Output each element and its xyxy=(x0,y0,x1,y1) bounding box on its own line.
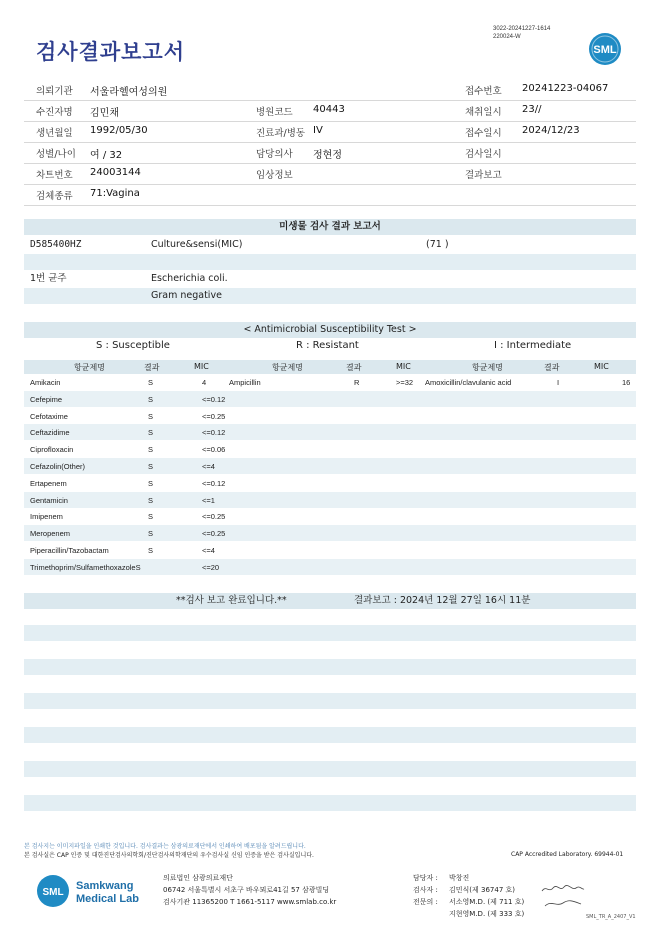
drug-name: Cefotaxime xyxy=(30,411,68,421)
field-label: 성별/나이 xyxy=(36,149,76,160)
info-row xyxy=(24,122,636,143)
blank-band xyxy=(24,778,636,794)
mic-value: <=20 xyxy=(202,562,220,572)
field-value: 71:Vagina xyxy=(90,188,140,199)
gram-row xyxy=(24,288,636,304)
ast-legend xyxy=(24,340,636,354)
result-value: S xyxy=(148,445,154,455)
result-value: R xyxy=(354,378,360,387)
field-label: 채취일시 xyxy=(465,107,502,118)
col-mic: MIC xyxy=(594,362,609,371)
blank-band xyxy=(24,710,636,726)
test-name: Culture&sensi(MIC) xyxy=(151,239,243,250)
cap-accreditation: CAP Accredited Laboratory. 69944-01 xyxy=(511,851,624,858)
ast-column-headers xyxy=(24,360,636,374)
table-row xyxy=(24,441,636,457)
mic-value: 4 xyxy=(202,378,207,387)
result-value: S xyxy=(148,478,154,488)
field-label: 담당의사 xyxy=(256,149,293,160)
field-value: 2024/12/23 xyxy=(522,125,580,136)
result-value: S xyxy=(148,411,154,421)
sml-logo-icon xyxy=(588,32,622,66)
mic-value: <=0.12 xyxy=(202,428,226,438)
field-value: 서울라헬여성의원 xyxy=(90,87,168,98)
col-result: 결과 xyxy=(144,363,160,372)
field-label: 접수번호 xyxy=(465,86,502,97)
mic-value: <=0.25 xyxy=(202,411,226,421)
field-label: 진료과/병동 xyxy=(256,128,306,139)
mic-value: >=32 xyxy=(396,378,414,387)
field-value: 1992/05/30 xyxy=(90,125,148,136)
field-value: 정현정 xyxy=(313,150,342,161)
blank-band xyxy=(24,727,636,743)
mic-value: <=0.06 xyxy=(202,445,226,455)
table-row xyxy=(24,458,636,474)
result-value: S xyxy=(148,428,154,438)
table-row xyxy=(24,424,636,440)
svg-text:Samkwang: Samkwang xyxy=(76,880,134,892)
info-row xyxy=(24,101,636,122)
blank-band xyxy=(24,812,636,828)
col-mic: MIC xyxy=(194,362,209,371)
table-row xyxy=(24,492,636,508)
mic-value: 16 xyxy=(622,378,631,387)
field-label: 임상정보 xyxy=(256,170,293,181)
patient-info-grid xyxy=(24,80,636,206)
signature-image xyxy=(543,897,583,911)
organism-label: 1번 균주 xyxy=(30,273,67,284)
page-title: 검사결과보고서 xyxy=(36,40,186,64)
field-value: 20241223-04067 xyxy=(522,83,609,94)
table-row xyxy=(24,525,636,541)
samkwang-logo xyxy=(36,873,151,913)
staff-row xyxy=(413,908,524,920)
test-spec: (71 ) xyxy=(426,239,449,250)
field-label: 검체종류 xyxy=(36,191,73,202)
info-row xyxy=(24,185,636,206)
staff-name: 지현영M.D. (제 333 호) xyxy=(449,910,525,918)
info-row xyxy=(24,80,636,101)
drug-name: Ceftazidime xyxy=(30,428,70,438)
info-row xyxy=(24,143,636,164)
field-value: 23// xyxy=(522,104,542,115)
mic-value: <=4 xyxy=(202,546,215,555)
report-complete-row xyxy=(24,593,636,609)
table-row xyxy=(24,374,636,390)
mic-value: <=0.25 xyxy=(202,512,226,522)
svg-text:SML: SML xyxy=(593,44,617,56)
drug-name: Ciprofloxacin xyxy=(30,445,74,455)
field-label: 병원코드 xyxy=(256,107,293,118)
lab-org: 의료법인 삼광의료재단 xyxy=(163,874,233,882)
table-row xyxy=(24,542,636,558)
svg-text:SML: SML xyxy=(42,887,64,898)
test-code: D585400HZ xyxy=(30,239,82,250)
table-row xyxy=(24,391,636,407)
table-row xyxy=(24,559,636,575)
blank-band xyxy=(24,642,636,658)
mic-value: <=4 xyxy=(202,462,215,471)
lab-info xyxy=(163,872,336,908)
blank-band xyxy=(24,676,636,692)
result-value: I xyxy=(557,378,560,387)
micro-report-title: 미생물 검사 결과 보고서 xyxy=(24,219,636,235)
blank-band xyxy=(24,761,636,777)
drug-name: Cefazolin(Other) xyxy=(30,462,86,471)
ast-title: < Antimicrobial Susceptibility Test > xyxy=(24,322,636,338)
col-drug: 항균제명 xyxy=(472,363,503,372)
organism-row xyxy=(24,271,636,287)
field-value: 40443 xyxy=(313,104,345,115)
field-label: 생년월일 xyxy=(36,128,73,139)
field-value: 여 / 32 xyxy=(90,150,123,161)
organism-name: Escherichia coli. xyxy=(151,273,228,284)
staff-name: 김민식(제 36747 호) xyxy=(449,886,515,894)
staff-row xyxy=(413,884,524,896)
mic-value: <=1 xyxy=(202,495,215,505)
drug-name: Ampicillin xyxy=(229,378,261,387)
blank-band xyxy=(24,693,636,709)
field-value: IV xyxy=(313,125,323,136)
document-number: 3022-20241227-1614 220024-W xyxy=(493,26,551,40)
result-value: S xyxy=(148,462,154,471)
result-value: S xyxy=(148,529,154,539)
signature-image xyxy=(540,883,585,897)
col-drug: 항균제명 xyxy=(272,363,303,372)
drug-name: Amikacin xyxy=(30,378,61,387)
staff-row xyxy=(413,896,524,908)
blank-band xyxy=(24,659,636,675)
drug-name: Amoxicillin/clavulanic acid xyxy=(425,378,512,387)
gram-stain: Gram negative xyxy=(151,290,222,301)
drug-name: Ertapenem xyxy=(30,478,67,488)
lab-address: 06742 서울특별시 서초구 바우뫼로41길 57 삼광빌딩 xyxy=(163,886,330,894)
cap-notice: 본 검사실은 CAP 인증 및 대한진단검사의학회/진단검사의학재단의 우수검사실 신임 인증을 받은 검사실입니다. xyxy=(24,852,314,859)
report-time: 결과보고 : 2024년 12월 27일 16시 11분 xyxy=(354,595,531,606)
signatories xyxy=(413,872,524,920)
mic-value: <=0.12 xyxy=(202,478,226,488)
result-value: S xyxy=(148,394,154,404)
field-label: 결과보고 xyxy=(465,170,502,181)
table-row xyxy=(24,408,636,424)
table-row xyxy=(24,508,636,524)
complete-text: **검사 보고 완료입니다.** xyxy=(176,595,287,606)
lab-contact: 검사기관 11365200 T 1661-5117 www.smlab.co.kr xyxy=(163,898,337,906)
field-label: 접수일시 xyxy=(465,128,502,139)
result-value: S xyxy=(148,512,154,522)
drug-name: Gentamicin xyxy=(30,495,68,505)
result-value: S xyxy=(148,378,154,387)
col-drug: 항균제명 xyxy=(74,363,105,372)
col-result: 결과 xyxy=(346,363,362,372)
col-mic: MIC xyxy=(396,362,411,371)
field-value: 24003144 xyxy=(90,167,141,178)
blank-band xyxy=(24,795,636,811)
result-value: S xyxy=(148,546,154,555)
field-value: 김민채 xyxy=(90,108,119,119)
legend-susceptible: S : Susceptible xyxy=(96,340,170,351)
field-label: 차트번호 xyxy=(36,170,73,181)
blank-band xyxy=(24,254,636,270)
field-label: 의뢰기관 xyxy=(36,86,73,97)
legend-resistant: R : Resistant xyxy=(296,340,359,351)
drug-name: Meropenem xyxy=(30,529,71,539)
mic-value: <=0.12 xyxy=(202,394,226,404)
staff-name: 박창진 xyxy=(449,874,470,882)
svg-text:Medical Lab: Medical Lab xyxy=(76,893,139,905)
field-label: 수진자명 xyxy=(36,107,73,118)
staff-name: 서소영M.D. (제 711 호) xyxy=(449,898,525,906)
result-value: S xyxy=(148,495,154,505)
col-result: 결과 xyxy=(544,363,560,372)
staff-row xyxy=(413,872,524,884)
blank-band xyxy=(24,744,636,760)
drug-name: Piperacillin/Tazobactam xyxy=(30,546,109,555)
form-code: SML_TR_A_2407_V1 xyxy=(586,914,636,920)
test-row xyxy=(24,237,636,253)
drug-name: Imipenem xyxy=(30,512,63,522)
blank-band xyxy=(24,625,636,641)
staff-role: 검사자 : xyxy=(413,886,438,894)
staff-role: 담당자 : xyxy=(413,874,438,882)
field-label: 검사일시 xyxy=(465,149,502,160)
info-row xyxy=(24,164,636,185)
mic-value: <=0.25 xyxy=(202,529,226,539)
print-notice: 본 검사지는 이미지파일을 인쇄한 것입니다. 검사결과는 삼광의료재단에서 인쇄하여 배포됨을 알려드립니다. xyxy=(24,843,306,850)
drug-name: Trimethoprim/SulfamethoxazoleS xyxy=(30,562,141,572)
table-row xyxy=(24,475,636,491)
staff-role: 전문의 : xyxy=(413,898,438,906)
drug-name: Cefepime xyxy=(30,394,63,404)
legend-intermediate: I : Intermediate xyxy=(494,340,572,351)
